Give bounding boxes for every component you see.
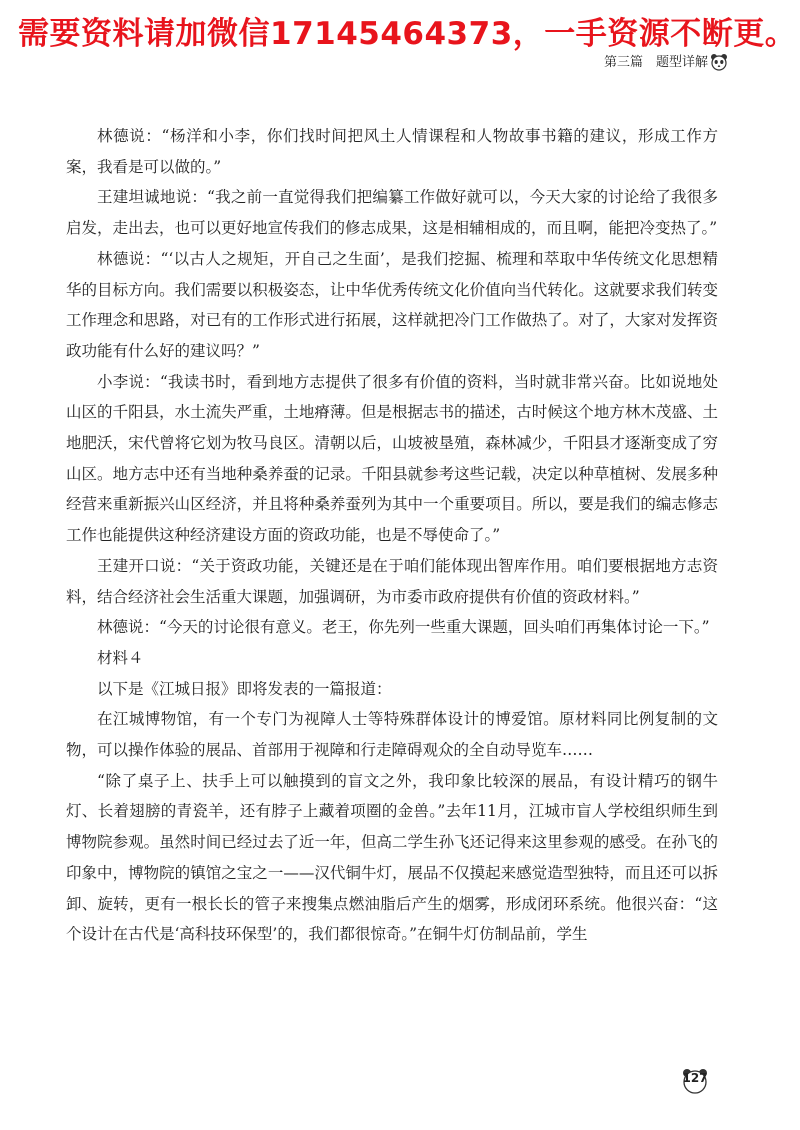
- page-number-text: 127: [682, 1071, 708, 1085]
- paragraph-9: “除了桌子上、扶手上可以触摸到的盲文之外，我印象比较深的展品，有设计精巧的钢牛灯、长着翅膀的青瓷羊，还有脖子上藏着项圈的金兽。”去年11月，江城市盲人学校组织师生到博物院参观。虽然时间已经过去了近一年，但高二学生孙飞还记得来这里参观的感受。在孙飞的印象中，博物院的镇馆之宝之一——汉代铜牛灯，展品不仅摸起来感觉造型独特，而且还可以拆卸、旋转，更有一根长长的管子来搜集点燃油脂后产生的烟雾，形成闭环系统。他很兴奋：“这个设计在古代是‘高科技环保型’的，我们都很惊奇。”在铜牛灯仿制品前，学生: [66, 771, 718, 944]
- panda-icon: [710, 52, 728, 72]
- paragraph-8: 在江城博物馆，有一个专门为视障人士等特殊群体设计的博爱馆。原材料同比例复制的文物，可以操作体验的展品、首部用于视障和行走障碍观众的全自动导览车……: [66, 710, 718, 760]
- watermark-banner: 需要资料请加微信17145464373，一手资源不断更。: [18, 16, 797, 52]
- material-heading: 材料４: [97, 648, 144, 667]
- paragraph-4: 小李说：“我读书时，看到地方志提供了很多有价值的资料，当时就非常兴奋。比如说地处山区的千阳县，水土流失严重，土地瘠薄。但是根据志书的描述，古时候这个地方林木茂盛、土地肥沃，宋代曾将它划为牧马良区。清朝以后，山坡被垦殖，森林减少，千阳县才逐渐变成了穷山区。地方志中还有当地种桑养蚕的记录。千阳县就参考这些记载，决定以种草植树、发展多种经营来重新振兴山区经济，并且将种桑养蚕列为其中一个重要项目。所以，要是我们的编志修志工作也能提供这种经济建设方面的资政功能，也是不辱使命了。”: [66, 372, 718, 545]
- paragraph-5: 王建开口说：“关于资政功能，关键还是在于咱们能体现出智库作用。咱们要根据地方志资料，结合经济社会生活重大课题，加强调研，为市委市政府提供有价值的资政材料。”: [66, 556, 718, 606]
- page-number: [682, 1068, 708, 1094]
- paragraph-6: 林德说：“今天的讨论很有意义。老王，你先列一些重大课题，回头咱们再集体讨论一下。”: [97, 618, 710, 637]
- article-body: [66, 121, 718, 950]
- paragraph-2: 王建坦诚地说：“我之前一直觉得我们把编纂工作做好就可以，今天大家的讨论给了我很多启发，走出去，也可以更好地宣传我们的修志成果，这是相辅相成的，而且啊，能把冷变热了。”: [66, 188, 718, 238]
- paragraph-1: 林德说：“杨洋和小李，你们找时间把风土人情课程和人物故事书籍的建议，形成工作方案，我看是可以做的。”: [66, 127, 718, 176]
- paragraph-3: 林德说：“‘以古人之规矩，开自己之生面’，是我们挖掘、梳理和萃取中华传统文化思想精华的目标方向。我们需要以积极姿态，让中华优秀传统文化价值向当代转化。这就要求我们转变工作理念和思路，对已有的工作形式进行拓展，这样就把冷门工作做热了。对了，大家对发挥资政功能有什么好的建议吗？”: [66, 249, 718, 360]
- paragraph-7: 以下是《江城日报》即将发表的一篇报道：: [97, 679, 392, 698]
- section-header: 第三篇 题型详解: [603, 55, 708, 70]
